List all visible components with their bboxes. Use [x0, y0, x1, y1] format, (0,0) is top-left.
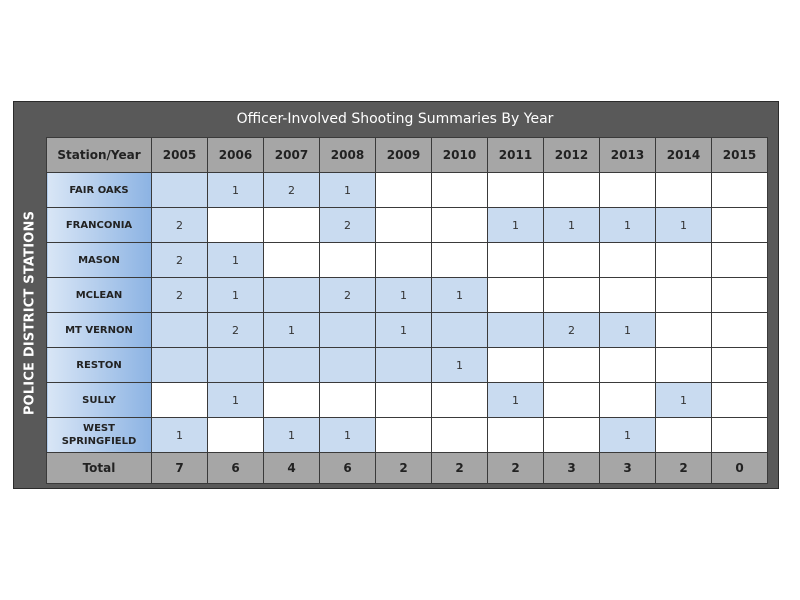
value-cell-2005	[152, 173, 208, 208]
value-cell-2009: 1	[376, 313, 432, 348]
value-cell-2007: 1	[264, 313, 320, 348]
total-cell-2010: 2	[432, 453, 488, 484]
value-cell-2014	[656, 173, 712, 208]
value-cell-2007: 1	[264, 418, 320, 453]
value-cell-2008	[320, 348, 376, 383]
total-cell-2014: 2	[656, 453, 712, 484]
header-year-2009: 2009	[376, 138, 432, 173]
value-cell-2015	[712, 348, 768, 383]
value-cell-2011	[488, 418, 544, 453]
value-cell-2012	[544, 278, 600, 313]
value-cell-2015	[712, 383, 768, 418]
value-cell-2007	[264, 243, 320, 278]
shooting-summary-table	[46, 137, 768, 484]
value-cell-2006: 2	[208, 313, 264, 348]
value-cell-2006	[208, 348, 264, 383]
header-station-year: Station/Year	[47, 138, 152, 173]
value-cell-2011	[488, 348, 544, 383]
value-cell-2015	[712, 173, 768, 208]
value-cell-2013	[600, 348, 656, 383]
value-cell-2007: 2	[264, 173, 320, 208]
value-cell-2006: 1	[208, 243, 264, 278]
value-cell-2012: 2	[544, 313, 600, 348]
value-cell-2009	[376, 348, 432, 383]
total-row	[47, 453, 768, 484]
value-cell-2006: 1	[208, 173, 264, 208]
value-cell-2005: 2	[152, 208, 208, 243]
total-cell-2008: 6	[320, 453, 376, 484]
table-title: Officer-Involved Shooting Summaries By Year	[236, 111, 554, 127]
table-row	[47, 383, 768, 418]
table-row	[47, 208, 768, 243]
value-cell-2005: 1	[152, 418, 208, 453]
total-cell-2006: 6	[208, 453, 264, 484]
value-cell-2008	[320, 313, 376, 348]
value-cell-2008: 1	[320, 418, 376, 453]
value-cell-2007	[264, 278, 320, 313]
total-cell-2009: 2	[376, 453, 432, 484]
value-cell-2007	[264, 208, 320, 243]
value-cell-2006	[208, 208, 264, 243]
value-cell-2006	[208, 418, 264, 453]
value-cell-2011	[488, 278, 544, 313]
value-cell-2009	[376, 243, 432, 278]
header-year-2012: 2012	[544, 138, 600, 173]
value-cell-2010	[432, 383, 488, 418]
value-cell-2006: 1	[208, 278, 264, 313]
value-cell-2011: 1	[488, 383, 544, 418]
value-cell-2005: 2	[152, 278, 208, 313]
value-cell-2010	[432, 313, 488, 348]
value-cell-2008: 1	[320, 173, 376, 208]
value-cell-2010: 1	[432, 348, 488, 383]
value-cell-2014	[656, 243, 712, 278]
total-cell-2015: 0	[712, 453, 768, 484]
value-cell-2011	[488, 313, 544, 348]
value-cell-2010	[432, 418, 488, 453]
value-cell-2010: 1	[432, 278, 488, 313]
value-cell-2014	[656, 348, 712, 383]
value-cell-2013	[600, 173, 656, 208]
value-cell-2009	[376, 208, 432, 243]
table-row	[47, 313, 768, 348]
value-cell-2008	[320, 383, 376, 418]
table-row	[47, 418, 768, 453]
value-cell-2007	[264, 383, 320, 418]
value-cell-2010	[432, 173, 488, 208]
value-cell-2013	[600, 383, 656, 418]
station-name-cell: MASON	[47, 243, 152, 278]
side-label-text: POLICE DISTRICT STATIONS	[22, 210, 37, 416]
header-year-2015: 2015	[712, 138, 768, 173]
total-cell-2005: 7	[152, 453, 208, 484]
side-label	[13, 137, 46, 489]
value-cell-2012	[544, 383, 600, 418]
value-cell-2015	[712, 278, 768, 313]
value-cell-2014	[656, 278, 712, 313]
value-cell-2009	[376, 383, 432, 418]
table-row	[47, 278, 768, 313]
value-cell-2013	[600, 278, 656, 313]
value-cell-2014: 1	[656, 208, 712, 243]
value-cell-2012	[544, 418, 600, 453]
station-name-cell: MCLEAN	[47, 278, 152, 313]
value-cell-2015	[712, 313, 768, 348]
total-cell-2007: 4	[264, 453, 320, 484]
value-cell-2009	[376, 418, 432, 453]
value-cell-2012	[544, 173, 600, 208]
value-cell-2014	[656, 418, 712, 453]
value-cell-2015	[712, 243, 768, 278]
value-cell-2014: 1	[656, 383, 712, 418]
total-cell-2012: 3	[544, 453, 600, 484]
value-cell-2007	[264, 348, 320, 383]
header-year-2010: 2010	[432, 138, 488, 173]
header-year-2008: 2008	[320, 138, 376, 173]
table-row	[47, 243, 768, 278]
value-cell-2005: 2	[152, 243, 208, 278]
value-cell-2011: 1	[488, 208, 544, 243]
value-cell-2015	[712, 418, 768, 453]
value-cell-2006: 1	[208, 383, 264, 418]
total-cell-2011: 2	[488, 453, 544, 484]
value-cell-2013: 1	[600, 313, 656, 348]
table-row	[47, 348, 768, 383]
value-cell-2012: 1	[544, 208, 600, 243]
value-cell-2010	[432, 208, 488, 243]
station-name-cell: MT VERNON	[47, 313, 152, 348]
station-name-cell: FAIR OAKS	[47, 173, 152, 208]
value-cell-2015	[712, 208, 768, 243]
header-year-2005: 2005	[152, 138, 208, 173]
header-year-2006: 2006	[208, 138, 264, 173]
value-cell-2014	[656, 313, 712, 348]
value-cell-2009: 1	[376, 278, 432, 313]
value-cell-2005	[152, 383, 208, 418]
value-cell-2008: 2	[320, 278, 376, 313]
value-cell-2013: 1	[600, 418, 656, 453]
value-cell-2013: 1	[600, 208, 656, 243]
value-cell-2005	[152, 313, 208, 348]
header-year-2014: 2014	[656, 138, 712, 173]
header-row	[47, 138, 768, 173]
value-cell-2012	[544, 348, 600, 383]
value-cell-2013	[600, 243, 656, 278]
value-cell-2005	[152, 348, 208, 383]
total-label-cell: Total	[47, 453, 152, 484]
station-name-cell: WEST SPRINGFIELD	[47, 418, 152, 453]
value-cell-2012	[544, 243, 600, 278]
value-cell-2010	[432, 243, 488, 278]
value-cell-2011	[488, 243, 544, 278]
header-year-2011: 2011	[488, 138, 544, 173]
station-name-cell: FRANCONIA	[47, 208, 152, 243]
total-cell-2013: 3	[600, 453, 656, 484]
value-cell-2008: 2	[320, 208, 376, 243]
station-name-cell: RESTON	[47, 348, 152, 383]
header-year-2013: 2013	[600, 138, 656, 173]
station-name-cell: SULLY	[47, 383, 152, 418]
value-cell-2011	[488, 173, 544, 208]
header-year-2007: 2007	[264, 138, 320, 173]
value-cell-2009	[376, 173, 432, 208]
value-cell-2008	[320, 243, 376, 278]
table-row	[47, 173, 768, 208]
